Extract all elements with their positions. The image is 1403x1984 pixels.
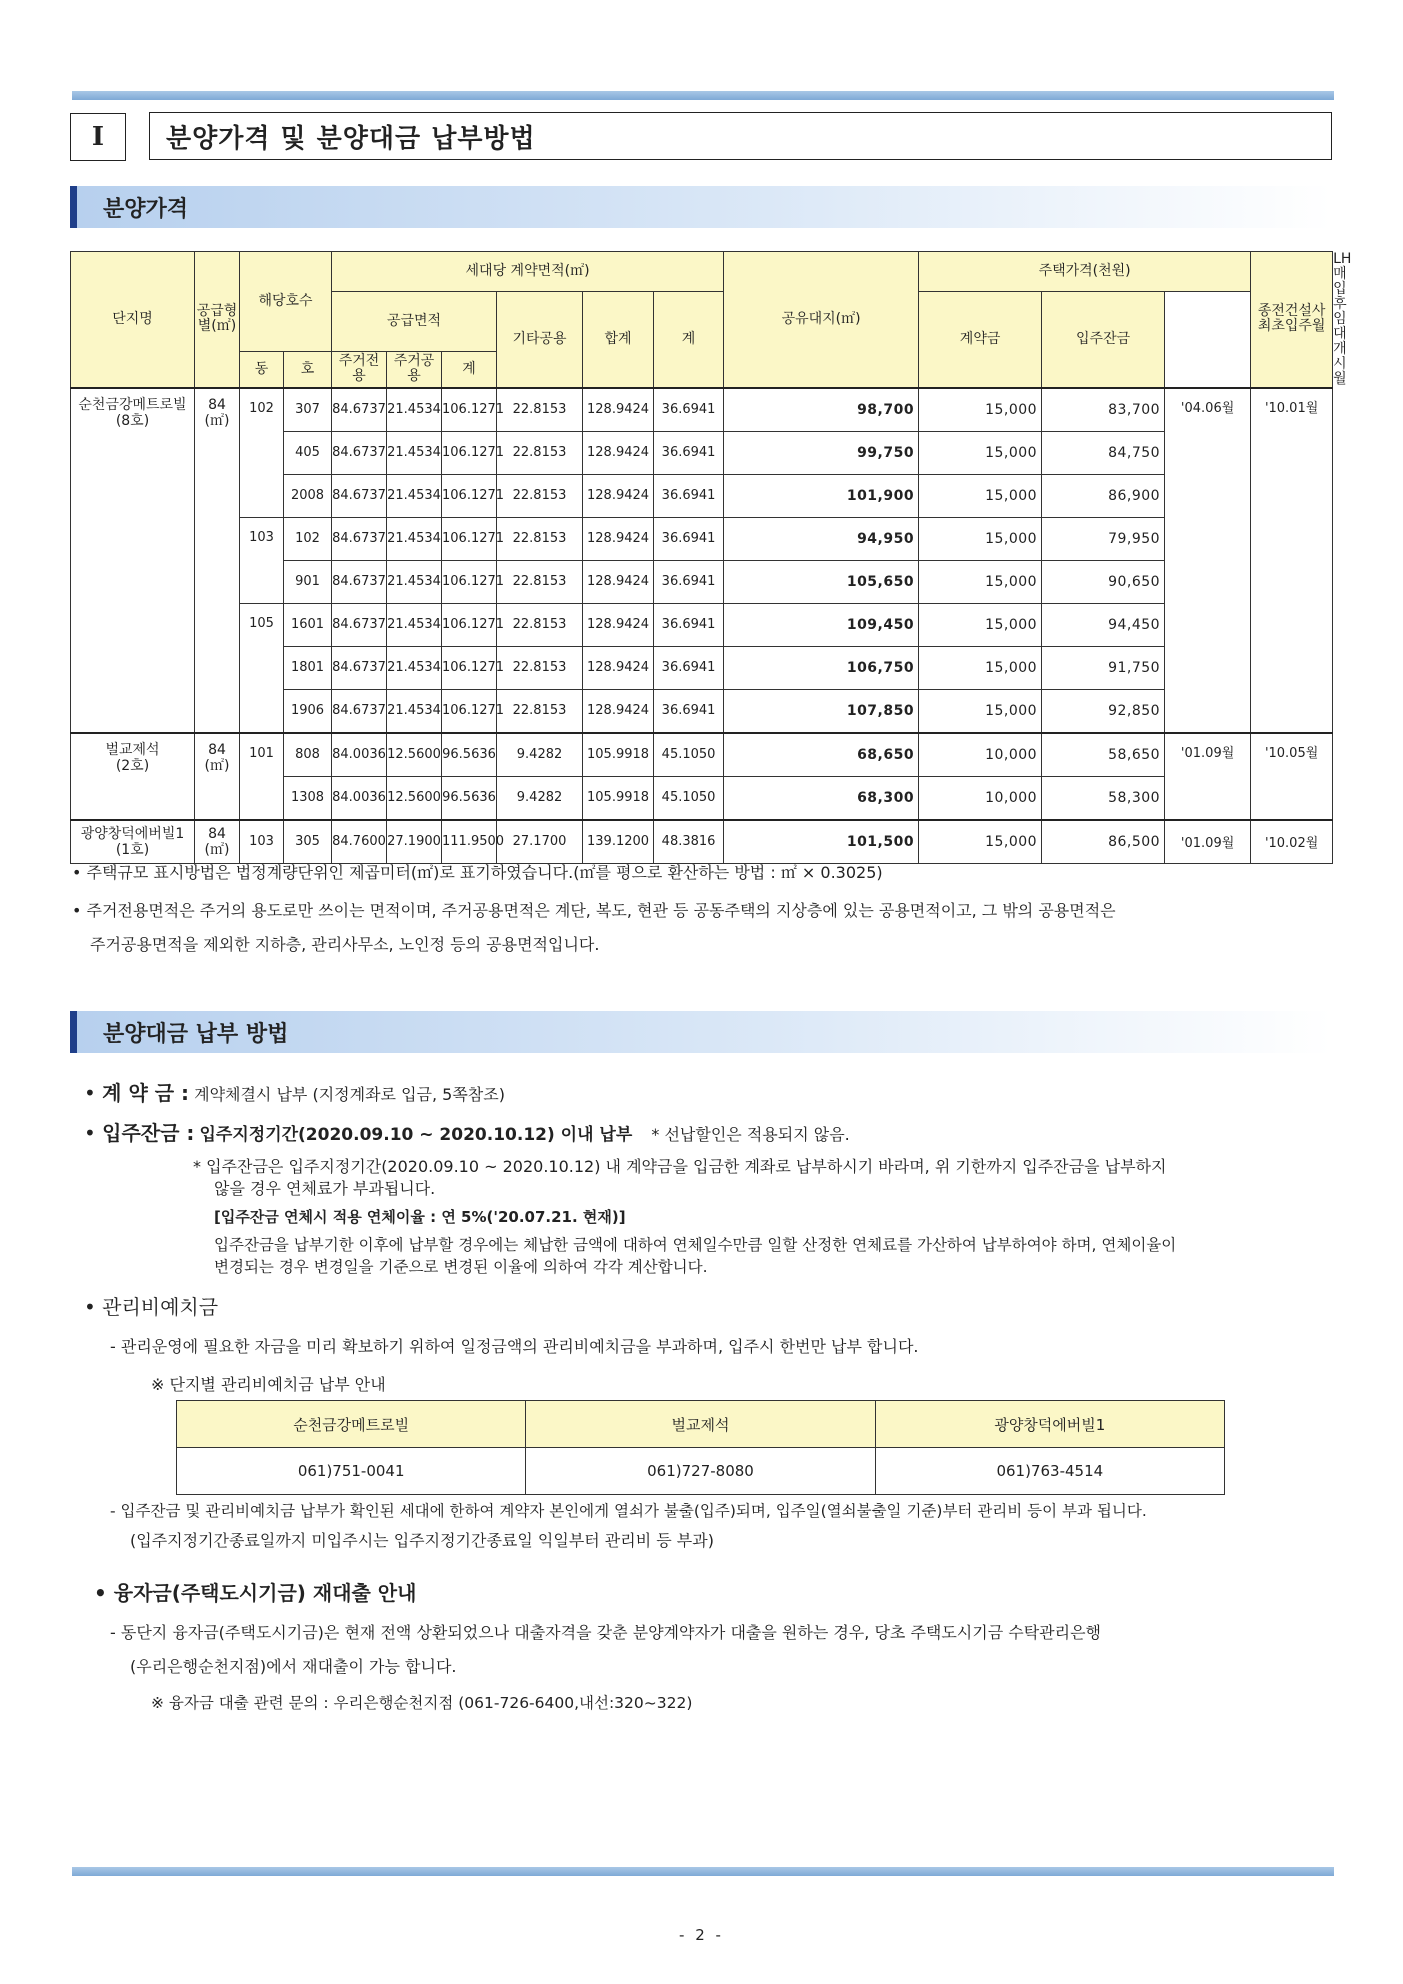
supply-area-cell: 111.9500 (442, 820, 497, 864)
deposit-cell: 10,000 (919, 733, 1042, 777)
header-dong: 동 (240, 352, 284, 388)
ho-cell: 901 (284, 560, 332, 603)
first-move-cell: '04.06월 (1165, 388, 1251, 733)
ho-cell: 1601 (284, 603, 332, 646)
price-total-cell: 106,750 (724, 646, 919, 689)
land-share-cell: 36.6941 (654, 517, 724, 560)
complex-name: 벌교제석 (105, 741, 160, 758)
land-share-cell: 48.3816 (654, 820, 724, 864)
total-area-cell: 128.9424 (583, 560, 654, 603)
price-total-cell: 107,850 (724, 689, 919, 733)
other-common-cell: 27.1700 (497, 820, 583, 864)
loan-line-1: - 동단지 융자금(주택도시기금)은 현재 전액 상환되었으나 대출자격을 갖춘 분양계약자가 대출을 원하는 경우, 당초 주택도시기금 수탁관리은행 (110, 1623, 1101, 1642)
mgmt-phone-gwangyang: 061)763-4514 (875, 1448, 1224, 1495)
supply-area-cell: 96.5636 (442, 776, 497, 820)
loan-title-text: 융자금(주택도시기금) 재대출 안내 (113, 1581, 417, 1605)
ho-cell: 1906 (284, 689, 332, 733)
subheading-payment: 분양대금 납부 방법 (70, 1011, 1332, 1053)
header-balance: 입주잔금 (1042, 292, 1165, 388)
header-supply-sum: 계 (442, 352, 497, 388)
res-common-cell: 21.4534 (387, 689, 442, 733)
land-share-cell: 36.6941 (654, 431, 724, 474)
dong-cell: 105 (240, 603, 284, 733)
mgmt-guide: ※ 단지별 관리비예치금 납부 안내 (151, 1375, 386, 1394)
price-total-cell: 99,750 (724, 431, 919, 474)
complex-name-cell (71, 388, 195, 733)
ho-cell: 2008 (284, 474, 332, 517)
header-first-move: 종전건설사최초입주월 (1251, 252, 1333, 388)
header-other-common: 기타공용 (497, 292, 583, 388)
ho-cell: 1801 (284, 646, 332, 689)
total-area-cell: 128.9424 (583, 517, 654, 560)
loan-contact: ※ 융자금 대출 관련 문의 : 우리은행순천지점 (061-726-6400,내선:320~322) (151, 1694, 693, 1712)
supply-area-cell: 106.1271 (442, 603, 497, 646)
balance-cell: 79,950 (1042, 517, 1165, 560)
bottom-divider-bar (72, 1867, 1334, 1876)
header-res-common: 주거공용 (387, 352, 442, 388)
total-area-cell: 128.9424 (583, 689, 654, 733)
res-common-cell: 21.4534 (387, 388, 442, 432)
header-supply-type: 공급형별(㎡) (195, 252, 240, 388)
land-share-cell: 36.6941 (654, 603, 724, 646)
complex-name-cell (71, 733, 195, 820)
mgmt-after-1: - 입주잔금 및 관리비예치금 납부가 확인된 세대에 한하여 계약자 본인에게 열쇠가 불출(입주)되며, 입주일(열쇠불출일 기준)부터 관리비 등이 부과 됩니다. (110, 1502, 1147, 1520)
other-common-cell: 22.8153 (497, 474, 583, 517)
lh-rent-cell: '10.01월 (1251, 388, 1333, 733)
res-common-cell: 21.4534 (387, 646, 442, 689)
price-total-cell: 68,650 (724, 733, 919, 777)
res-common-cell: 21.4534 (387, 603, 442, 646)
supply-type: 84 (208, 396, 226, 413)
deposit-line: • 계 약 금 : 계약체결시 납부 (지정계좌로 입금, 5쪽참조) (84, 1081, 505, 1105)
price-total-cell: 94,950 (724, 517, 919, 560)
supply-area-cell: 106.1271 (442, 474, 497, 517)
ho-cell: 305 (284, 820, 332, 864)
land-share-cell: 45.1050 (654, 776, 724, 820)
balance-cell: 86,500 (1042, 820, 1165, 864)
res-common-cell: 12.5600 (387, 733, 442, 777)
late-text-2: 변경되는 경우 변경일을 기준으로 변경된 이율에 의하여 각각 계산합니다. (214, 1258, 708, 1276)
mgmt-phone-suncheon: 061)751-0041 (177, 1448, 526, 1495)
complex-name: 순천금강메트로빌 (78, 396, 187, 413)
deposit-cell: 15,000 (919, 603, 1042, 646)
deposit-cell: 15,000 (919, 646, 1042, 689)
header-contract-area: 세대당 계약면적(㎡) (332, 252, 724, 292)
other-common-cell: 22.8153 (497, 646, 583, 689)
mgmt-col-suncheon: 순천금강메트로빌 (177, 1401, 526, 1448)
mgmt-col-gwangyang: 광양창덕에버빌1 (875, 1401, 1224, 1448)
ho-cell: 808 (284, 733, 332, 777)
other-common-cell: 22.8153 (497, 517, 583, 560)
total-area-cell: 128.9424 (583, 603, 654, 646)
supply-type-cell (195, 733, 240, 820)
total-area-cell: 128.9424 (583, 431, 654, 474)
res-common-cell: 12.5600 (387, 776, 442, 820)
header-res-exclusive: 주거전용 (332, 352, 387, 388)
supply-type-cell (195, 388, 240, 733)
balance-cell: 58,650 (1042, 733, 1165, 777)
res-exclusive-cell: 84.6737 (332, 388, 387, 432)
note-area-unit: • 주택규모 표시방법은 법정계량단위인 제곱미터(㎡)로 표기하였습니다.(㎡를 평으로 환산하는 방법 : ㎡ × 0.3025) (72, 863, 883, 882)
other-common-cell: 22.8153 (497, 603, 583, 646)
total-area-cell: 105.9918 (583, 776, 654, 820)
deposit-cell: 15,000 (919, 431, 1042, 474)
price-total-cell: 101,900 (724, 474, 919, 517)
mgmt-table (176, 1400, 1225, 1495)
supply-type-unit: (㎡) (204, 412, 230, 429)
supply-area-cell: 106.1271 (442, 689, 497, 733)
supply-area-cell: 106.1271 (442, 517, 497, 560)
page-number: - 2 - (679, 1926, 724, 1944)
deposit-cell: 15,000 (919, 474, 1042, 517)
res-common-cell: 21.4534 (387, 560, 442, 603)
balance-cell: 84,750 (1042, 431, 1165, 474)
complex-name: 광양창덕에버빌1 (80, 825, 185, 842)
header-complex: 단지명 (71, 252, 195, 388)
header-price-total: 계 (654, 292, 724, 388)
supply-area-cell: 106.1271 (442, 646, 497, 689)
price-total-cell: 105,650 (724, 560, 919, 603)
dong-cell: 103 (240, 517, 284, 603)
supply-type: 84 (208, 741, 226, 758)
balance-star-1: * 입주잔금은 입주지정기간(2020.09.10 ~ 2020.10.12) 내 계약금을 입금한 계좌로 납부하시기 바라며, 위 기한까지 입주잔금을 납부하지 (193, 1157, 1167, 1176)
table-row (71, 517, 1333, 560)
mgmt-after-2: (입주지정기간종료일까지 미입주시는 입주지정기간종료일 익일부터 관리비 등 부과) (130, 1531, 714, 1550)
section-title: 분양가격 및 분양대금 납부방법 (149, 112, 1332, 160)
res-exclusive-cell: 84.0036 (332, 733, 387, 777)
other-common-cell: 22.8153 (497, 388, 583, 432)
res-exclusive-cell: 84.6737 (332, 474, 387, 517)
mgmt-title: • 관리비예치금 (84, 1295, 219, 1319)
ho-cell: 405 (284, 431, 332, 474)
ho-cell: 307 (284, 388, 332, 432)
res-exclusive-cell: 84.6737 (332, 431, 387, 474)
land-share-cell: 36.6941 (654, 646, 724, 689)
header-deposit: 계약금 (919, 292, 1042, 388)
res-common-cell: 27.1900 (387, 820, 442, 864)
header-house-price: 주택가격(천원) (919, 252, 1251, 292)
balance-cell: 58,300 (1042, 776, 1165, 820)
dong-cell: 102 (240, 388, 284, 518)
balance-cell: 90,650 (1042, 560, 1165, 603)
top-divider-bar (72, 91, 1334, 100)
balance-star-2: 않을 경우 연체료가 부과됩니다. (214, 1179, 436, 1198)
dong-cell: 103 (240, 820, 284, 864)
balance-cell: 94,450 (1042, 603, 1165, 646)
land-share-cell: 45.1050 (654, 733, 724, 777)
deposit-cell: 15,000 (919, 388, 1042, 432)
late-text-1: 입주잔금을 납부기한 이후에 납부할 경우에는 체납한 금액에 대하여 연체일수만큼 일할 산정한 연체료를 가산하여 납부하여야 하며, 연체이율이 (214, 1236, 1177, 1254)
price-total-cell: 101,500 (724, 820, 919, 864)
res-exclusive-cell: 84.7600 (332, 820, 387, 864)
note-exclusive-area-cont: 주거공용면적을 제외한 지하층, 관리사무소, 노인정 등의 공용면적입니다. (90, 935, 600, 954)
dong-cell: 101 (240, 733, 284, 820)
total-area-cell: 105.9918 (583, 733, 654, 777)
total-area-cell: 128.9424 (583, 646, 654, 689)
header-ho: 호 (284, 352, 332, 388)
land-share-cell: 36.6941 (654, 474, 724, 517)
note-exclusive-area: • 주거전용면적은 주거의 용도로만 쓰이는 면적이며, 주거공용면적은 계단, 복도, 현관 등 공동주택의 지상층에 있는 공용면적이고, 그 밖의 공용면적은 (72, 901, 1116, 920)
ho-cell: 1308 (284, 776, 332, 820)
res-exclusive-cell: 84.6737 (332, 603, 387, 646)
table-row (71, 603, 1333, 646)
res-exclusive-cell: 84.6737 (332, 689, 387, 733)
lh-rent-cell: '10.02월 (1251, 820, 1333, 864)
supply-area-cell: 96.5636 (442, 733, 497, 777)
land-share-cell: 36.6941 (654, 560, 724, 603)
mgmt-phone-beolgyo: 061)727-8080 (526, 1448, 875, 1495)
complex-unit-count: (2호) (115, 757, 150, 774)
section-number: I (70, 113, 126, 161)
subheading-price: 분양가격 (70, 186, 1332, 228)
res-exclusive-cell: 84.6737 (332, 517, 387, 560)
supply-type: 84 (208, 825, 226, 842)
balance-cell: 92,850 (1042, 689, 1165, 733)
complex-unit-count: (8호) (115, 412, 150, 429)
header-land-share: 공유대지(㎡) (724, 252, 919, 388)
deposit-cell: 15,000 (919, 517, 1042, 560)
price-total-cell: 98,700 (724, 388, 919, 432)
other-common-cell: 9.4282 (497, 776, 583, 820)
header-unit-no: 해당호수 (240, 252, 332, 352)
table-row (71, 388, 1333, 432)
header-supply-area: 공급면적 (332, 292, 497, 352)
price-total-cell: 109,450 (724, 603, 919, 646)
deposit-cell: 15,000 (919, 689, 1042, 733)
deposit-label: 계 약 금 : (102, 1081, 190, 1105)
deposit-cell: 15,000 (919, 560, 1042, 603)
supply-area-cell: 106.1271 (442, 560, 497, 603)
price-table: 단지명 공급형별(㎡) 해당호수 세대당 계약면적(㎡) 공유대지(㎡) 주택가격(천원) 종전건설사최초입주월 LH매입후임대개시월 공급면적 기타공용 합계 계 계약금 입주잔금 동 호 주거전용 주거공용 계 순천금강메트로빌 (8호) 84 (㎡) 102 307 84.6737 21.4534 106.1271 22.8153 128.9424 36.6941 98,700 15,000 83,700 '04.06월 '10.01월 405 84.6737 21.4534 106.1271 22.8153 128.9424 36.6941 99,750 15,000 84,750 2008 84.6737 21.4534 106.1271 22.8153 128.9424 36.6941 101,900 15,000 86,900 103 102 84.6737 21.4534 106.1271 22.8153 128.9424 36.6941 94,950 15,000 79,950 901 84.6737 21.4534 106.1271 22.8153 128.9424 36.6941 105,650 15,000 90,650 105 1601 84.6737 21.4534 106.1271 22.8153 128.9424 36.6941 109,450 15,000 94,450 1801 84.6737 21.4534 106.1271 22.8153 128.9424 36.6941 106,750 15,000 91,750 1906 84.6737 21.4534 106.1271 22.8153 128.9424 36.6941 107,850 15,000 92,850 벌교제석 (2호) 84 (㎡) 101 808 84.0036 12.5600 96.5636 9.4282 105.9918 45.1050 68,650 10,000 58,650 '01.09월 '10.05월 1308 84.0036 12.5600 96.5636 9.4282 105.9918 45.1050 68,300 10,000 58,300 광양창덕에버빌1 (1호) 84 (㎡) 103 305 84.7600 27.1900 111.9500 27.1700 139.1200 48.3816 101,500 15,000 86,500 '01.09월 '10.02월 (70, 251, 1333, 864)
land-share-cell: 36.6941 (654, 689, 724, 733)
res-exclusive-cell: 84.0036 (332, 776, 387, 820)
loan-line-2: (우리은행순천지점)에서 재대출이 가능 합니다. (130, 1657, 457, 1676)
balance-note: * 선납할인은 적용되지 않음. (651, 1125, 850, 1144)
table-row (71, 733, 1333, 777)
first-move-cell: '01.09월 (1165, 820, 1251, 864)
balance-cell: 91,750 (1042, 646, 1165, 689)
complex-unit-count: (1호) (115, 841, 150, 858)
res-exclusive-cell: 84.6737 (332, 646, 387, 689)
late-rate: [입주잔금 연체시 적용 연체이율 : 연 5%('20.07.21. 현재)] (214, 1208, 626, 1226)
deposit-cell: 15,000 (919, 820, 1042, 864)
res-exclusive-cell: 84.6737 (332, 560, 387, 603)
ho-cell: 102 (284, 517, 332, 560)
deposit-cell: 10,000 (919, 776, 1042, 820)
balance-main: 입주지정기간(2020.09.10 ~ 2020.10.12) 이내 납부 (199, 1125, 633, 1145)
supply-type-unit: (㎡) (204, 757, 230, 774)
header-total: 합계 (583, 292, 654, 388)
res-common-cell: 21.4534 (387, 517, 442, 560)
loan-title: • 융자금(주택도시기금) 재대출 안내 (94, 1581, 417, 1605)
res-common-cell: 21.4534 (387, 474, 442, 517)
mgmt-col-beolgyo: 벌교제석 (526, 1401, 875, 1448)
lh-rent-cell: '10.05월 (1251, 733, 1333, 820)
mgmt-line: - 관리운영에 필요한 자금을 미리 확보하기 위하여 일정금액의 관리비예치금을 부과하며, 입주시 한번만 납부 합니다. (110, 1337, 919, 1356)
other-common-cell: 22.8153 (497, 689, 583, 733)
total-area-cell: 128.9424 (583, 388, 654, 432)
res-common-cell: 21.4534 (387, 431, 442, 474)
deposit-text: 계약체결시 납부 (지정계좌로 입금, 5쪽참조) (194, 1085, 505, 1104)
mgmt-title-text: 관리비예치금 (102, 1295, 219, 1319)
supply-area-cell: 106.1271 (442, 431, 497, 474)
supply-area-cell: 106.1271 (442, 388, 497, 432)
total-area-cell: 139.1200 (583, 820, 654, 864)
balance-cell: 83,700 (1042, 388, 1165, 432)
balance-cell: 86,900 (1042, 474, 1165, 517)
supply-type-unit: (㎡) (204, 841, 230, 858)
total-area-cell: 128.9424 (583, 474, 654, 517)
other-common-cell: 9.4282 (497, 733, 583, 777)
balance-label: 입주잔금 : (102, 1121, 195, 1145)
first-move-cell: '01.09월 (1165, 733, 1251, 820)
other-common-cell: 22.8153 (497, 431, 583, 474)
price-total-cell: 68,300 (724, 776, 919, 820)
other-common-cell: 22.8153 (497, 560, 583, 603)
land-share-cell: 36.6941 (654, 388, 724, 432)
balance-line: • 입주잔금 : 입주지정기간(2020.09.10 ~ 2020.10.12) 이내 납부 * 선납할인은 적용되지 않음. (84, 1121, 850, 1145)
